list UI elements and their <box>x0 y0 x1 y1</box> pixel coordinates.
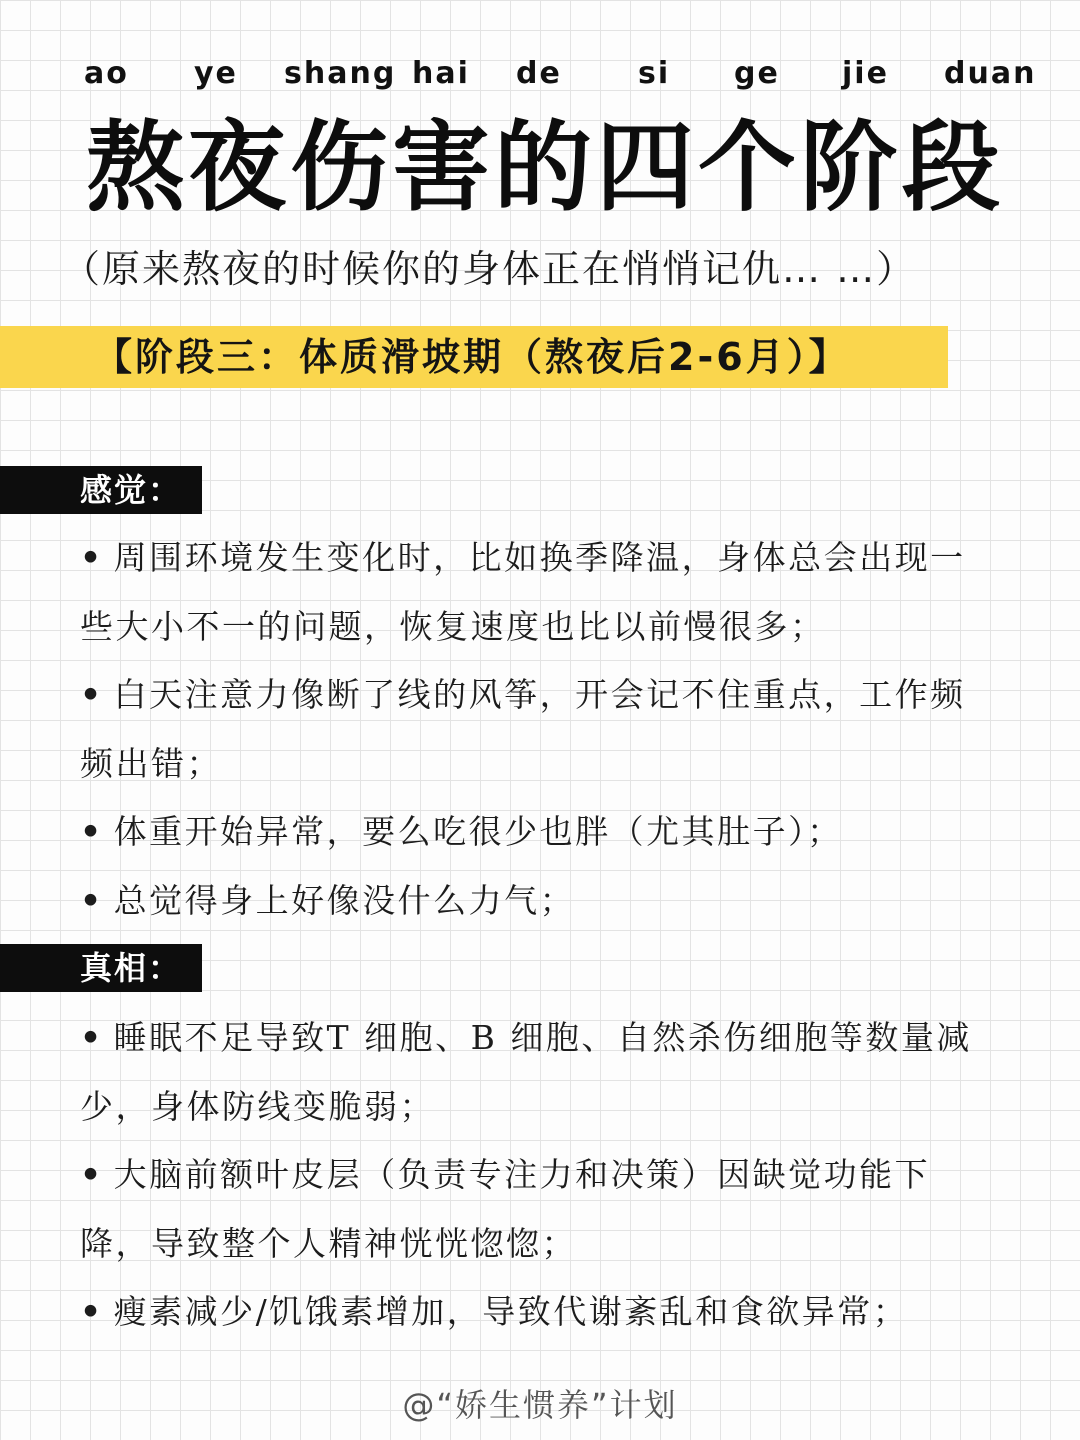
bullet-dot-icon: • <box>80 538 104 577</box>
feelings-item-text: 总觉得身上好像没什么力气； <box>113 880 576 920</box>
pinyin-ge: ge <box>734 56 780 91</box>
stage-banner-text: 【阶段三：体质滑坡期（熬夜后2-6月）】 <box>94 335 850 379</box>
page-title: 熬夜伤害的四个阶段 <box>85 111 1004 225</box>
bullet-dot-icon: • <box>80 1155 104 1194</box>
pinyin-de: de <box>516 56 562 91</box>
list-item <box>80 524 1000 661</box>
truth-item-text: 睡眠不足导致T 细胞、B 细胞、自然杀伤细胞等数量减少，身体防线变脆弱； <box>80 1018 972 1126</box>
list-item <box>80 867 1000 936</box>
feelings-item-text: 周围环境发生变化时，比如换季降温，身体总会出现一些大小不一的问题，恢复速度也比以前慢很多； <box>80 538 966 646</box>
list-item <box>80 798 1000 867</box>
feelings-item-text: 体重开始异常，要么吃很少也胖（尤其肚子）； <box>113 812 843 851</box>
list-item <box>80 1141 1000 1278</box>
bullet-dot-icon: • <box>80 675 104 714</box>
truth-label: 真相： <box>0 944 202 992</box>
bullet-dot-icon: • <box>80 812 104 851</box>
feelings-item-text: 白天注意力像断了线的风筝，开会记不住重点，工作频频出错； <box>80 675 966 783</box>
pinyin-ao: ao <box>84 56 129 91</box>
stage-banner <box>0 326 948 388</box>
pinyin-row <box>84 56 1037 96</box>
list-item <box>80 1004 1000 1141</box>
pinyin-ye: ye <box>194 56 238 91</box>
truth-item-text: 大脑前额叶皮层（负责专注力和决策）因缺觉功能下降，导致整个人精神恍恍惚惚； <box>80 1155 931 1263</box>
feelings-list <box>80 524 1000 935</box>
pinyin-jie: jie <box>842 56 889 91</box>
feelings-label: 感觉： <box>0 466 202 514</box>
list-item <box>80 1278 1000 1347</box>
pinyin-si: si <box>638 56 671 91</box>
watermark: @“娇生惯养”计划 <box>402 1386 678 1424</box>
pinyin-duan: duan <box>944 56 1037 91</box>
pinyin-hai: hai <box>412 56 470 91</box>
pinyin-shang: shang <box>284 56 397 91</box>
page-subtitle: （原来熬夜的时候你的身体正在悄悄记仇… …） <box>62 247 917 291</box>
bullet-dot-icon: • <box>80 1292 104 1331</box>
truth-list <box>80 1004 1000 1347</box>
bullet-dot-icon: • <box>80 1018 104 1057</box>
bullet-dot-icon: • <box>80 880 104 920</box>
truth-item-text: 瘦素减少/饥饿素增加，导致代谢紊乱和食欲异常； <box>113 1292 909 1331</box>
list-item <box>80 661 1000 798</box>
